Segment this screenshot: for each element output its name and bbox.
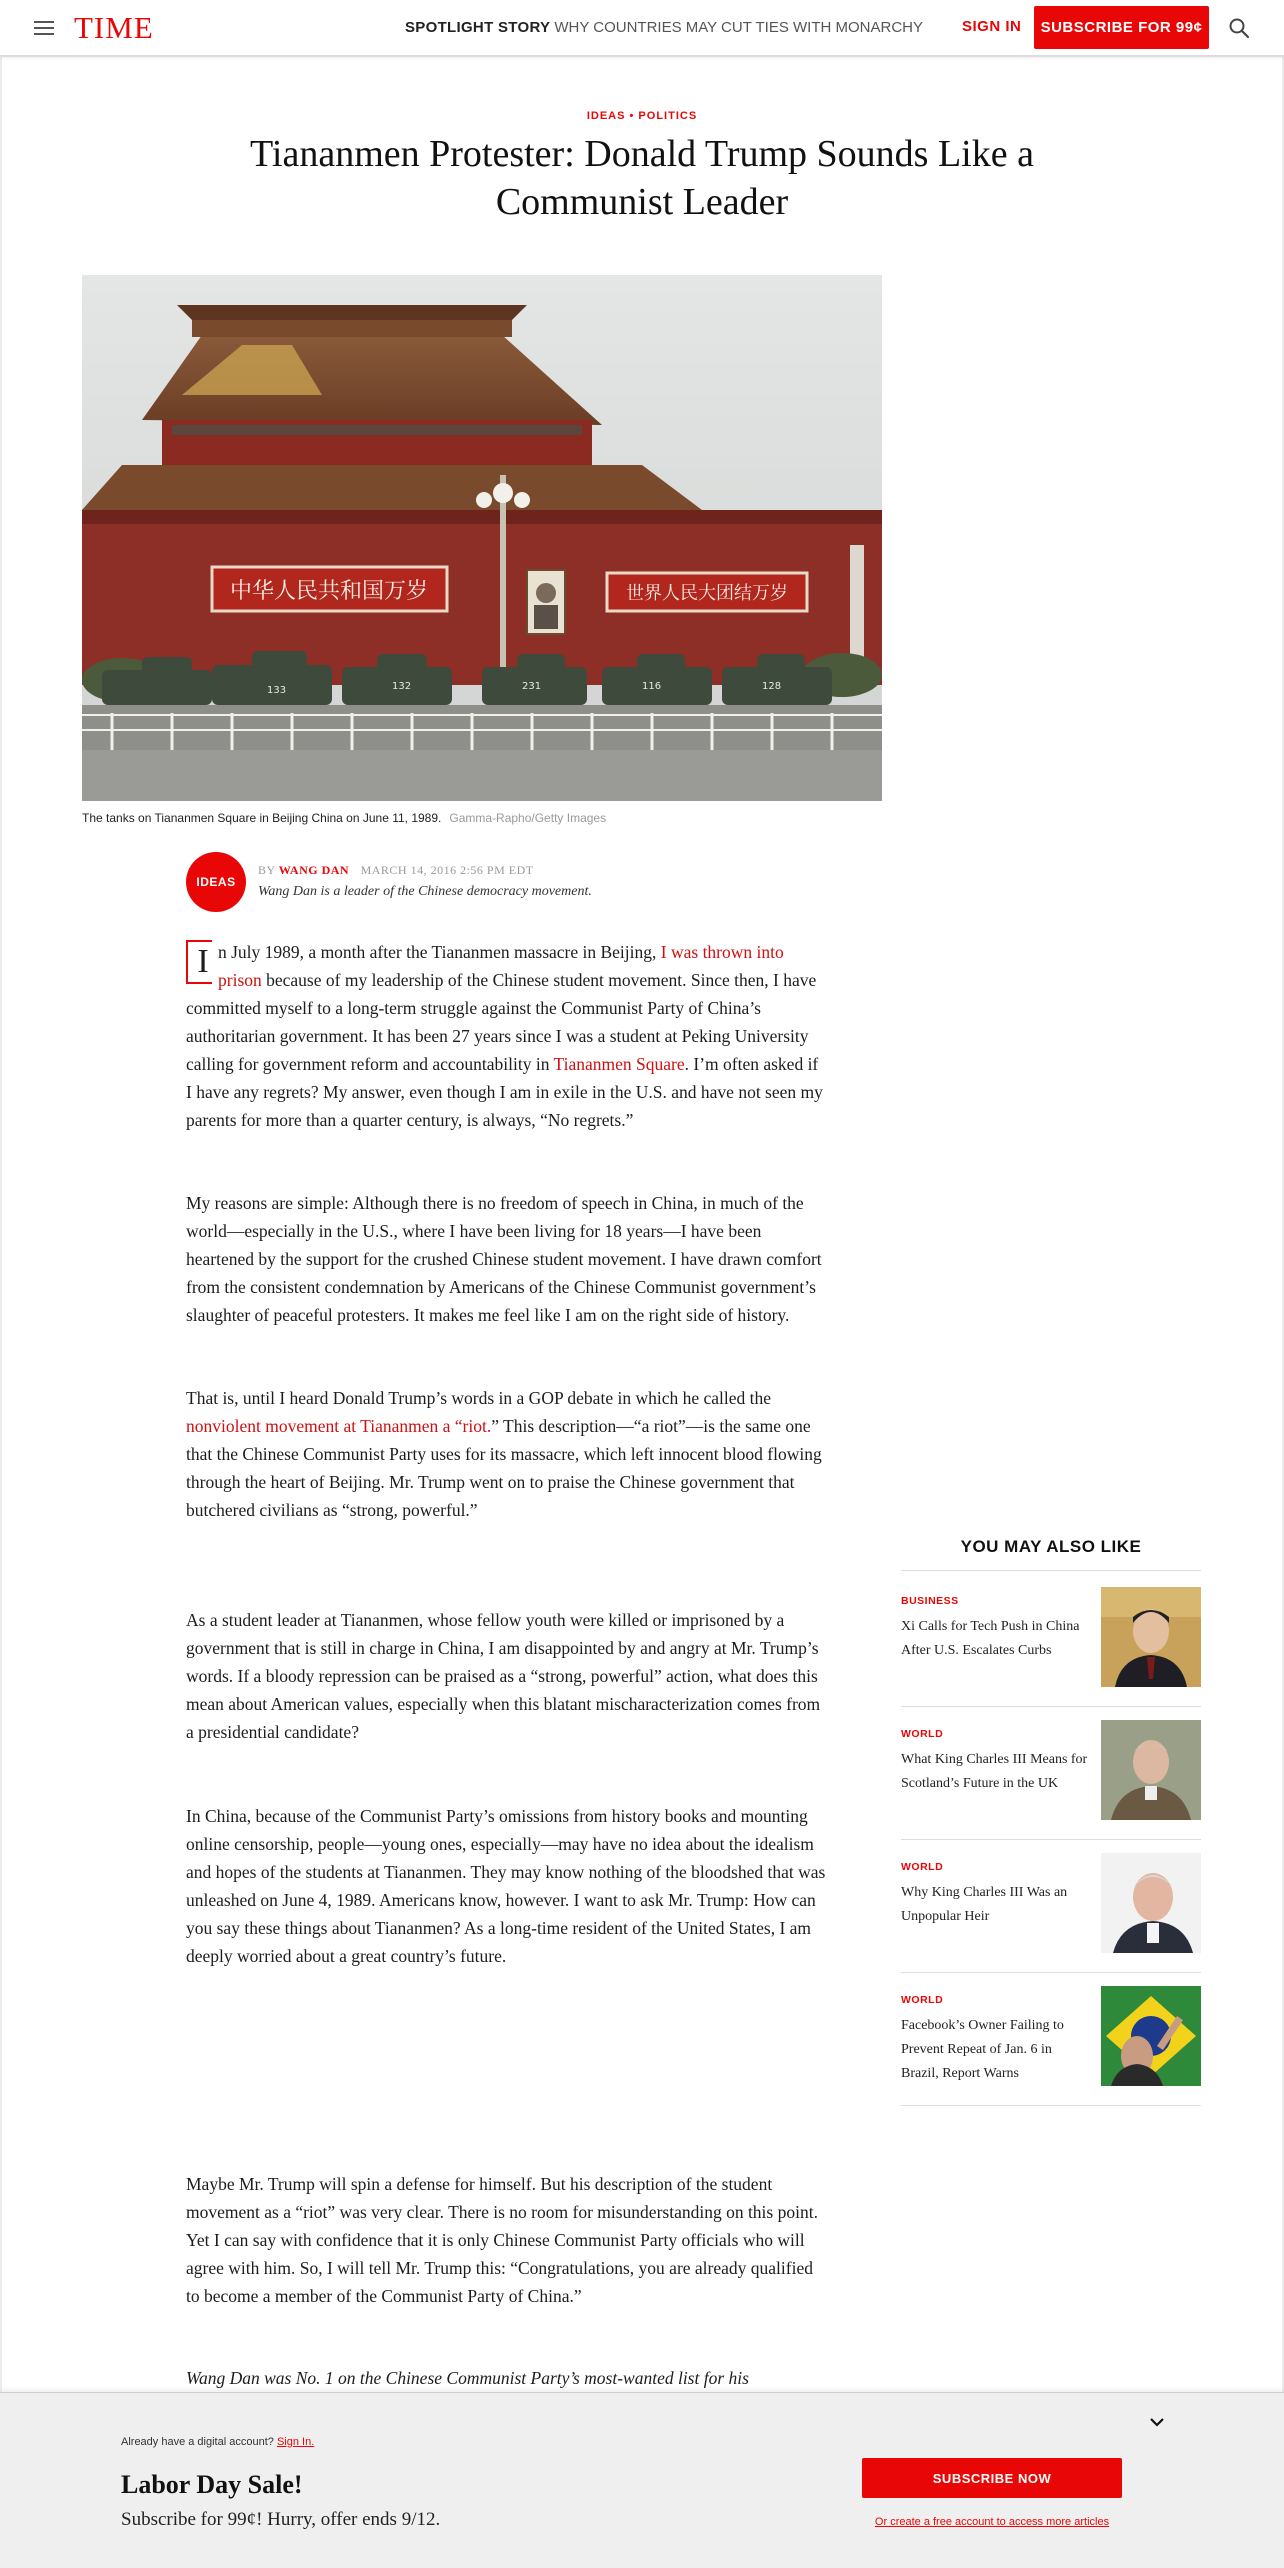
caption-text: The tanks on Tiananmen Square in Beijing China on June 11, 1989. (82, 811, 442, 825)
subscribe-button[interactable]: SUBSCRIBE FOR 99¢ (1034, 6, 1209, 49)
paragraph-text: ” This description—“a riot”—is the same one that the Chinese Communist Party uses for its massacre, which left innocent blood flowing through the heart of Beijing. Mr. Trump went on to praise the Chinese government that butchered civilians as “strong, powerful.” (186, 1416, 822, 1520)
subscribe-now-button[interactable]: SUBSCRIBE NOW (862, 2458, 1122, 2498)
ideas-badge[interactable]: IDEAS (186, 852, 246, 912)
spotlight-text: WHY COUNTRIES MAY CUT TIES WITH MONARCHY (554, 19, 923, 36)
paragraph-text: because of my leadership of the Chinese student movement. Since then, I have committed myself to a long-term struggle against the Communist Party of China’s authoritarian government. It has been 27 years since I was a student at Peking University calling for government reform and accountability in (186, 970, 817, 1074)
related-thumbnail[interactable] (1101, 1587, 1201, 1687)
related-category: WORLD (901, 1728, 944, 1740)
related-title[interactable]: Facebook’s Owner Failing to Prevent Repeat of Jan. 6 in Brazil, Report Warns (901, 2018, 1064, 2081)
article-kicker[interactable]: IDEAS • POLITICS (586, 110, 698, 122)
image-banner-right: 世界人民大团结万岁 (626, 583, 788, 604)
article-paragraph-4: As a student leader at Tiananmen, whose fellow youth were killed or imprisoned by a government that is still in charge in China, I am disappointed by and angry at Mr. Trump’s words. If a bloody repression can be praised as a “strong, powerful” action, what does this mean about American values, especially when this blatant mischaracterization comes from a presidential candidate? (186, 1610, 821, 1742)
tank-number: 133 (267, 685, 287, 696)
byline-by: BY (258, 863, 276, 877)
tank-number: 116 (642, 681, 662, 692)
article-title: Tiananmen Protester: Donald Trump Sounds Like a Communist Leader (250, 133, 1034, 223)
sign-in-link[interactable]: SIGN IN (962, 18, 1022, 35)
banner-sign-in-link[interactable]: Sign In. (276, 2436, 315, 2448)
paragraph-text: That is, until I heard Donald Trump’s words in a GOP debate in which he called the (186, 1388, 772, 1408)
tiananmen-square-link[interactable]: Tiananmen Square (553, 1054, 685, 1074)
spotlight-label: SPOTLIGHT STORY (405, 19, 551, 36)
related-story[interactable] (901, 1587, 1201, 1707)
divider (901, 1570, 1201, 1571)
image-credit: Gamma-Rapho/Getty Images (449, 811, 607, 825)
author-bio: Wang Dan is a leader of the Chinese democracy movement. (258, 884, 592, 899)
tank-number: 128 (762, 681, 782, 692)
related-story[interactable] (901, 1720, 1201, 1840)
related-title[interactable]: Why King Charles III Was an Unpopular Heir (901, 1885, 1068, 1924)
search-icon[interactable] (1228, 17, 1250, 39)
article-paragraph-6: Maybe Mr. Trump will spin a defense for himself. But his description of the student movement as a “riot” was very clear. There is no room for misunderstanding on this point. Yet I can say with confidence that it is only Chinese Communist Party officials who will agree with him. So, I will tell Mr. Trump this: “Congratulations, you are already qualified to become a member of the Communist Party of China.” (186, 2174, 818, 2306)
drop-cap: I (186, 940, 212, 984)
related-title[interactable]: Xi Calls for Tech Push in China After U.S. Escalates Curbs (901, 1619, 1080, 1658)
spotlight-story-link[interactable] (405, 19, 923, 36)
collapse-chevron-icon[interactable] (1148, 2413, 1166, 2431)
menu-icon[interactable] (34, 21, 54, 35)
paragraph-text: n July 1989, a month after the Tiananmen massacre in Beijing, (218, 942, 661, 962)
related-story[interactable] (901, 1853, 1201, 1973)
time-logo[interactable]: TIME (74, 10, 154, 45)
riot-link[interactable]: nonviolent movement at Tiananmen a “riot. (186, 1416, 492, 1436)
image-caption (82, 811, 606, 825)
related-thumbnail[interactable] (1101, 1720, 1201, 1820)
article-paragraph-2: My reasons are simple: Although there is no freedom of speech in China, in much of the world—especially in the U.S., where I have been living for 18 years—I have been heartened by the support for the crushed Chinese student movement. I have drawn comfort from the consistent condemnation by Americans of the Chinese Communist government’s slaughter of peaceful protesters. It makes me feel like I am on the right side of history. (186, 1193, 822, 1325)
already-text: Already have a digital account? (121, 2436, 274, 2448)
article-paragraph-1 (186, 938, 826, 1134)
banner-offer: Subscribe for 99¢! Hurry, offer ends 9/12. (121, 2509, 441, 2530)
related-title[interactable]: What King Charles III Means for Scotland’s Future in the UK (901, 1752, 1088, 1791)
byline (258, 863, 534, 878)
author-note: Wang Dan was No. 1 on the Chinese Communist Party’s most-wanted list for his (186, 2368, 749, 2388)
image-banner-left: 中华人民共和国万岁 (229, 579, 429, 604)
paywall-banner (0, 2392, 1284, 2568)
prison-link[interactable]: I was thrown into prison (218, 942, 784, 990)
related-category: WORLD (901, 1861, 944, 1873)
article-paragraph-3 (186, 1384, 826, 1524)
author-link[interactable]: WANG DAN (278, 863, 350, 877)
hero-image (82, 275, 882, 801)
article-paragraph-5: In China, because of the Communist Party’s omissions from history books and mounting online censorship, people—young ones, especially—may have no idea about the idealism and hopes of the students at Tiananmen. They may know nothing of the bloodshed that was unleashed on June 4, 1989. Americans know, however. I want to ask Mr. Trump: How can you say these things about Tiananmen? As a long-time resident of the United States, I am deeply worried about a great country’s future. (186, 1806, 826, 1966)
you-may-also-like-title: YOU MAY ALSO LIKE (960, 1537, 1142, 1556)
related-category: BUSINESS (901, 1595, 959, 1607)
create-free-account-link[interactable]: Or create a free account to access more articles (874, 2516, 1110, 2528)
paragraph-text: . I’m often asked if I have any regrets? My answer, even though I am in exile in the U.S. and have not seen my parents for more than a quarter century, is always, “No regrets.” (186, 1054, 823, 1130)
site-header (0, 0, 1284, 56)
tank-number: 231 (522, 681, 542, 692)
already-have-account (121, 2436, 314, 2448)
related-thumbnail[interactable] (1101, 1853, 1201, 1953)
banner-headline: Labor Day Sale! (121, 2470, 303, 2499)
publish-date: MARCH 14, 2016 2:56 PM EDT (360, 863, 534, 877)
related-story[interactable] (901, 1986, 1201, 2106)
related-category: WORLD (901, 1994, 944, 2006)
related-thumbnail[interactable] (1101, 1986, 1201, 2086)
tank-number: 132 (392, 681, 412, 692)
